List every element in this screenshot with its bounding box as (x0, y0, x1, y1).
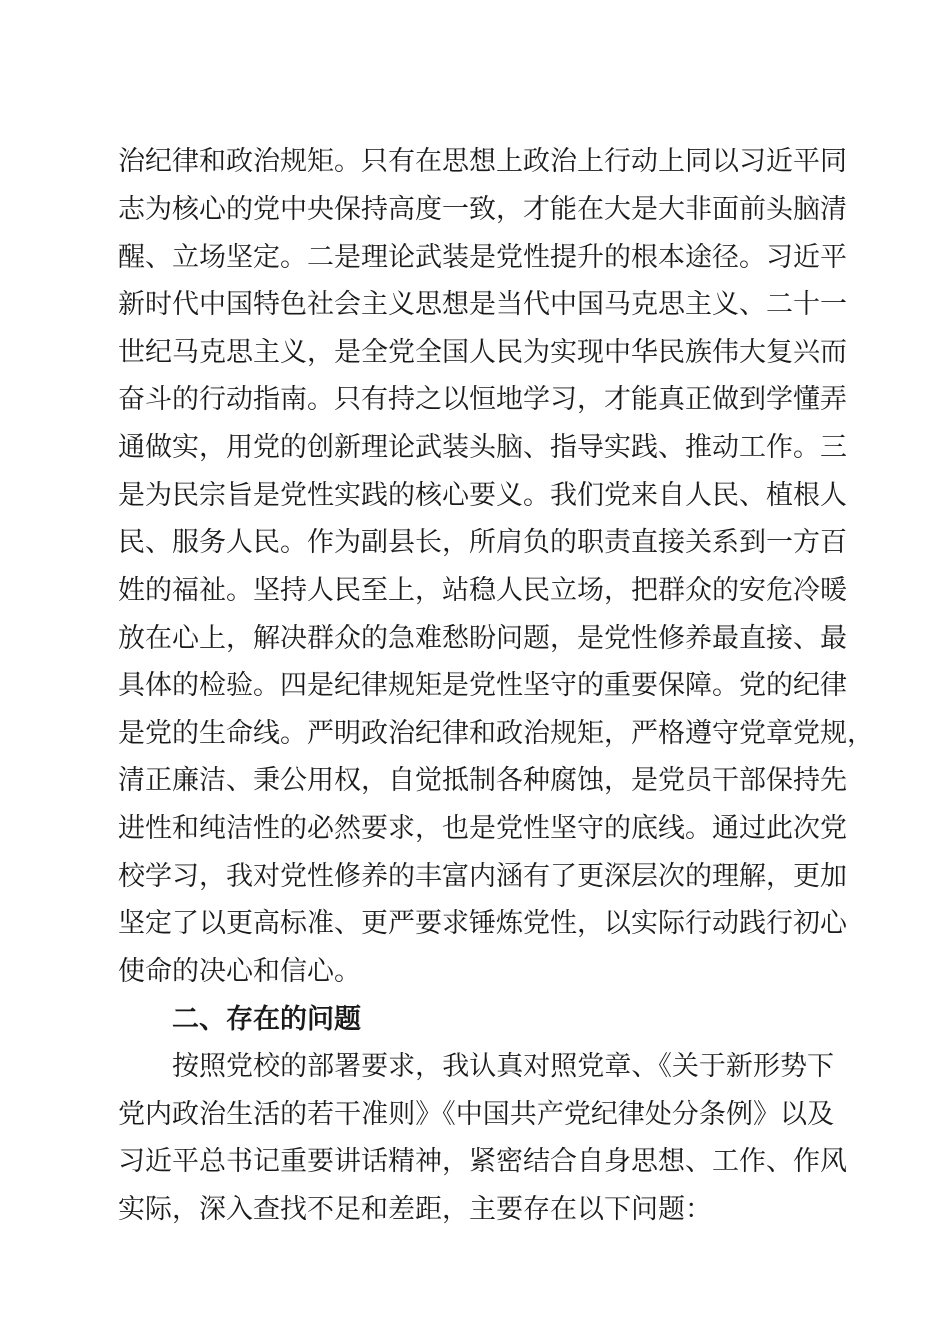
paragraph-line: 姓的福祉。坚持人民至上，站稳人民立场，把群众的安危冷暖 (118, 575, 847, 606)
paragraph-line: 进性和纯洁性的必然要求，也是党性坚守的底线。通过此次党 (118, 813, 847, 844)
paragraph-line: 通做实，用党的创新理论武装头脑、指导实践、推动工作。三 (118, 432, 847, 463)
section-heading: 二、存在的问题 (172, 1004, 361, 1035)
paragraph-line: 实际，深入查找不足和差距，主要存在以下问题： (118, 1194, 712, 1225)
paragraph-line: 是党的生命线。严明政治纪律和政治规矩，严格遵守党章党规， (118, 718, 874, 749)
paragraph-line: 放在心上，解决群众的急难愁盼问题，是党性修养最直接、最 (118, 623, 847, 654)
paragraph-line: 志为核心的党中央保持高度一致，才能在大是大非面前头脑清 (118, 194, 847, 225)
paragraph-line: 使命的决心和信心。 (118, 956, 361, 987)
paragraph-line: 校学习，我对党性修养的丰富内涵有了更深层次的理解，更加 (118, 861, 847, 892)
paragraph-line: 治纪律和政治规矩。只有在思想上政治上行动上同以习近平同 (118, 146, 847, 177)
paragraph-line: 是为民宗旨是党性实践的核心要义。我们党来自人民、植根人 (118, 480, 847, 511)
paragraph-line: 奋斗的行动指南。只有持之以恒地学习，才能真正做到学懂弄 (118, 384, 847, 415)
paragraph-line: 清正廉洁、秉公用权，自觉抵制各种腐蚀，是党员干部保持先 (118, 765, 847, 796)
paragraph-line: 按照党校的部署要求，我认真对照党章、《关于新形势下 (172, 1051, 834, 1082)
paragraph-line: 党内政治生活的若干准则》《中国共产党纪律处分条例》以及 (118, 1099, 834, 1130)
paragraph-line: 坚定了以更高标准、更严要求锤炼党性，以实际行动践行初心 (118, 908, 847, 939)
paragraph-line: 习近平总书记重要讲话精神，紧密结合自身思想、工作、作风 (118, 1146, 847, 1177)
paragraph-line: 新时代中国特色社会主义思想是当代中国马克思主义、二十一 (118, 289, 847, 320)
paragraph-line: 世纪马克思主义，是全党全国人民为实现中华民族伟大复兴而 (118, 337, 847, 368)
paragraph-line: 醒、立场坚定。二是理论武装是党性提升的根本途径。习近平 (118, 242, 847, 273)
paragraph-line: 具体的检验。四是纪律规矩是党性坚守的重要保障。党的纪律 (118, 670, 847, 701)
paragraph-line: 民、服务人民。作为副县长，所肩负的职责直接关系到一方百 (118, 527, 847, 558)
